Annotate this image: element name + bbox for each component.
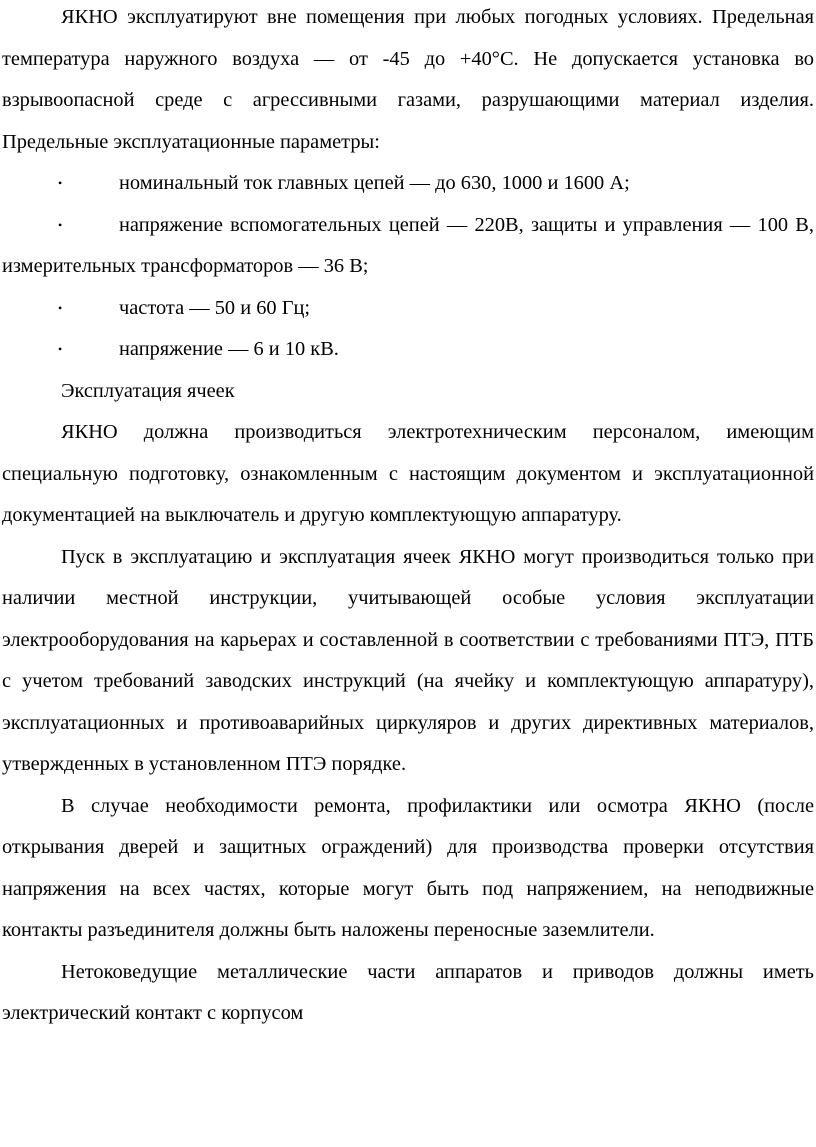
section-heading: Эксплуатация ячеек (61, 379, 235, 402)
paragraph-operating-conditions: ЯКНО эксплуатируют вне помещения при любых погодных условиях. Предельная температура наружного воздуха — от -45 до +40°С. Не допускается установка во взрывоопасной среде с агрессивными газами, разрушающими материал изделия. Предельные эксплуатационные параметры: (2, 6, 814, 153)
bullet-icon: • (58, 300, 63, 315)
paragraph-repair-grounding: В случае необходимости ремонта, профилактики или осмотра ЯКНО (после открывания дверей и защитных ограждений) для производства проверки отсутствия напряжения на всех частях, которые могут быть под напряжением, на неподвижные контакты разъединителя должны быть наложены переносные заземлители. (2, 794, 814, 941)
bullet-icon: • (58, 342, 63, 356)
paragraph-metal-parts: Нетоковедущие металлические части аппаратов и приводов должны иметь электрический контакт с корпусом (2, 960, 814, 1024)
bullet-icon: • (58, 176, 63, 190)
list-item (2, 205, 814, 288)
list-item-text: номинальный ток главных цепей — до 630, 1000 и 1600 А; (119, 172, 630, 194)
list-item-text: напряжение вспомогательных цепей — 220В, защиты и управления — 100 В, измерительных трансформаторов — 36 В; (2, 213, 814, 277)
list-item (2, 163, 814, 205)
list-item (2, 288, 814, 330)
list-item-text: частота — 50 и 60 Гц; (119, 296, 311, 319)
list-item-text: напряжение — 6 и 10 кВ. (119, 338, 339, 360)
bullet-icon: • (58, 217, 63, 232)
paragraph-personnel: ЯКНО должна производиться электротехническим персоналом, имеющим специальную подготовку, ознакомленным с настоящим документом и эксплуатационной документацией на выключатель и другую комплектующую аппаратуру. (2, 421, 814, 526)
paragraph-commissioning: Пуск в эксплуатацию и эксплуатация ячеек ЯКНО могут производиться только при наличии местной инструкции, учитывающей особые условия эксплуатации электрооборудования на карьерах и составленной в соответствии с требованиями ПТЭ, ПТБ с учетом требований заводских инструкций (на ячейку и комплектующую аппаратуру), эксплуатационных и противоаварийных циркуляров и других директивных материалов, утвержденных в установленном ПТЭ порядке. (2, 545, 814, 775)
document-page (2, 0, 814, 1035)
list-item (2, 329, 814, 371)
